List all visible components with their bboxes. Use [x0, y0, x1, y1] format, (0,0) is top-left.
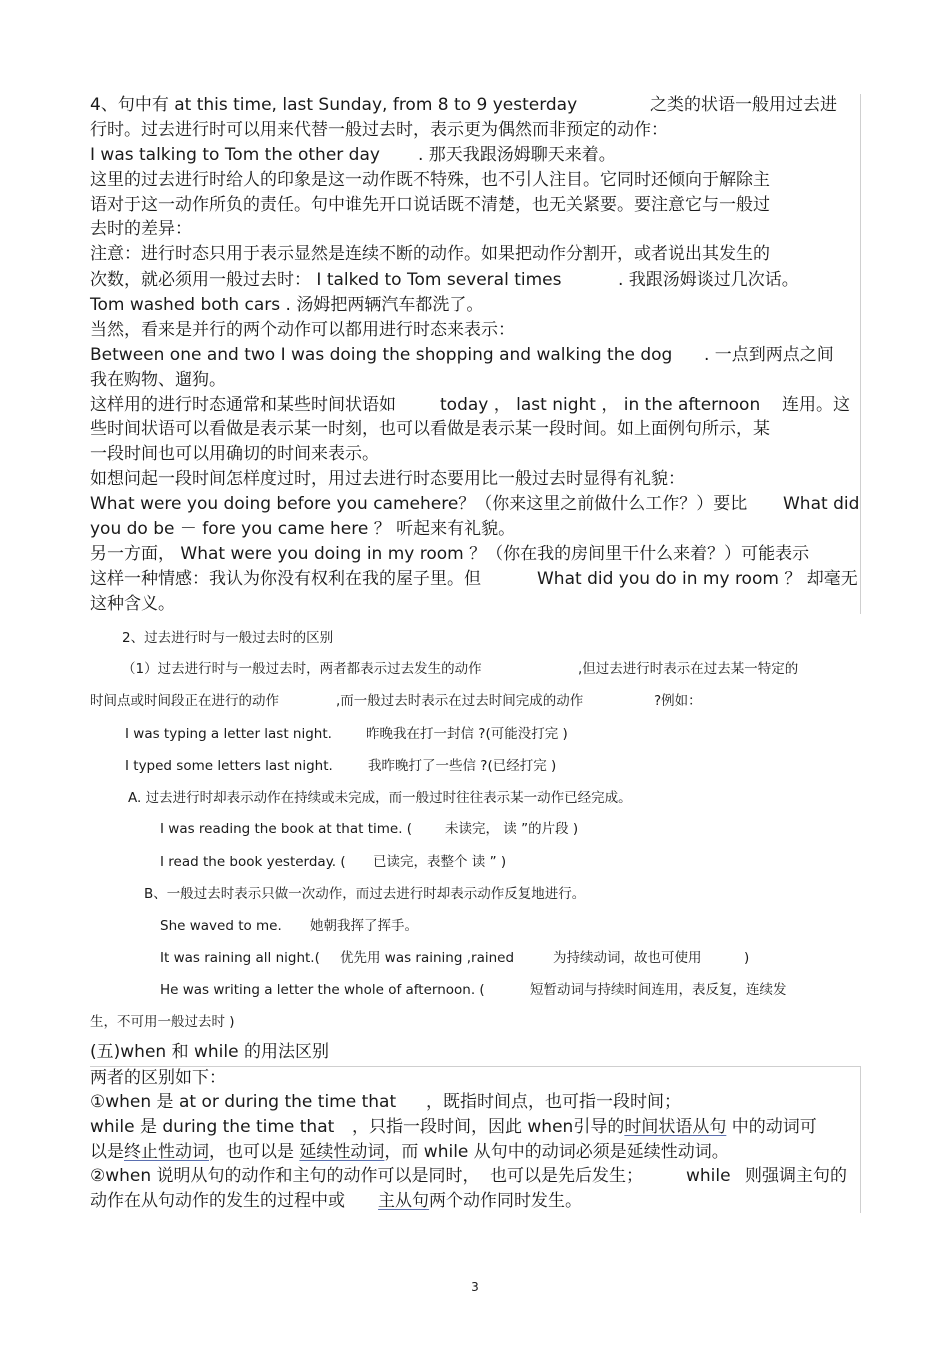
s4-line-17: What were you doing before you camehere？（你来这里之前做什么工作？）要比	[90, 494, 748, 514]
s4-line-1b: 之类的状语一般用过去进	[650, 95, 837, 115]
s2-b-title: B、一般过去时表示只做一次动作，而过去进行时却表示动作反复地进行。	[144, 886, 586, 902]
term-main-sub-clause: 主从句	[378, 1191, 429, 1211]
s4-line-14: 些时间状语可以看做是表示某一时刻，也可以看做是表示某一段时间。如上面例句所示，某	[90, 419, 770, 439]
s4-line-12: 我在购物、遛狗。	[90, 370, 226, 390]
s2-b-ex1a: She waved to me.	[160, 918, 282, 934]
s2-b-ex2b: 优先用 was raining ,rained	[340, 950, 515, 966]
s4-line-3b: . 那天我跟汤姆聊天来着。	[418, 145, 616, 165]
term-time-adverbial-clause: 时间状语从句	[624, 1117, 727, 1137]
s5-line-4: 以是终止性动词，也可以是 延续性动词，而 while 从句中的动词必须是延续性动词。	[90, 1142, 729, 1162]
s5-line-2b: ，既指时间点，也可指一段时间；	[426, 1092, 681, 1112]
s4-line-8: 次数，就必须用一般过去时： I talked to Tom several times	[90, 270, 562, 290]
s4-line-20b: What did you do in my room ？ 却毫无	[537, 569, 858, 589]
s4-line-7: 注意：进行时态只用于表示显然是连续不断的动作。如果把动作分割开，或者说出其发生的	[90, 244, 770, 264]
s4-line-8b: . 我跟汤姆谈过几次话。	[618, 270, 799, 290]
s2-b-ex1b: 她朝我挥了挥手。	[310, 918, 418, 934]
s2-b-ex2d: )	[744, 950, 750, 966]
s4-line-3: I was talking to Tom the other day	[90, 145, 380, 165]
s4-line-21: 这种含义。	[90, 594, 175, 614]
s4-line-15: 一段时间也可以用确切的时间来表示。	[90, 444, 379, 464]
s4-line-9: Tom washed both cars . 汤姆把两辆汽车都洗了。	[90, 295, 484, 315]
s4-line-18: you do be － fore you came here ？ 听起来有礼貌。	[90, 519, 516, 539]
s2-p1b: ,但过去进行时表示在过去某一特定的	[578, 661, 799, 677]
s4-line-19: 另一方面， What were you doing in my room ？（你在我的房间里干什么来着？）可能表示	[90, 544, 810, 564]
s4-line-5: 语对于这一动作所负的责任。句中谁先开口说话既不清楚，也无关紧要。要注意它与一般过	[90, 195, 770, 215]
s2-b-ex2a: It was raining all night.(	[160, 950, 320, 966]
s4-line-17b: What did	[783, 494, 860, 514]
s5-line-6a: 动作在从句动作的发生的过程中或	[90, 1191, 345, 1211]
s4-line-16: 如想问起一段时间怎样度过时，用过去进行时态要用比一般过去时显得有礼貌：	[90, 469, 685, 489]
s5-line-3a: while 是 during the time that	[90, 1117, 335, 1137]
s4-line-6: 去时的差异：	[90, 219, 192, 239]
s2-a-ex2b: 已读完，表整个 读 ” )	[373, 854, 507, 870]
s5-line-6: 主从句两个动作同时发生。	[378, 1191, 582, 1211]
s5-line-5c: while	[686, 1166, 731, 1186]
s4-line-13: 这样用的进行时态通常和某些时间状语如	[90, 395, 396, 415]
s5-line-1: 两者的区别如下：	[90, 1068, 226, 1088]
s2-ex1b: 昨晚我在打一封信 ?(可能没打完 )	[366, 726, 568, 742]
term-terminative-verb: 终止性动词	[124, 1142, 209, 1162]
s4-line-20: 这样一种情感：我认为你没有权利在我的屋子里。但	[90, 569, 481, 589]
s5-title: (五)when 和 while 的用法区别	[90, 1042, 329, 1062]
term-durative-verb: 延续性动词	[299, 1142, 385, 1162]
s2-p2a: 时间点或时间段正在进行的动作	[90, 693, 279, 709]
s2-ex2b: 我昨晚打了一些信 ?(已经打完 )	[368, 758, 557, 774]
s4-line-1: 4、句中有 at this time, last Sunday, from 8 to 9 yesterday	[90, 95, 578, 115]
s2-ex1a: I was typing a letter last night.	[125, 726, 332, 742]
s4-line-4: 这里的过去进行时给人的印象是这一动作既不特殊，也不引人注目。它同时还倾向于解除主	[90, 170, 770, 190]
s5-line-5d: 则强调主句的	[745, 1166, 847, 1186]
s4-line-2: 行时。过去进行时可以用来代替一般过去时，表示更为偶然而非预定的动作：	[90, 120, 668, 140]
s2-title: 2、过去进行时与一般过去时的区别	[122, 630, 334, 646]
s2-b-ex3b: 短暂动词与持续时间连用，表反复，连续发	[530, 982, 787, 998]
s4-line-13c: 连用。这	[782, 395, 850, 415]
s2-b-ex2c: 为持续动词，故也可使用	[553, 950, 702, 966]
s2-a-ex2a: I read the book yesterday. (	[160, 854, 346, 870]
s4-line-10: 当然，看来是并行的两个动作可以都用进行时态来表示：	[90, 320, 515, 340]
s5-line-5a: ②when 说明从句的动作和主句的动作可以是同时，	[90, 1166, 480, 1186]
s4-line-11b: . 一点到两点之间	[704, 345, 834, 365]
s2-a-ex1a: I was reading the book at that time. (	[160, 821, 413, 837]
s5-line-2a: ①when 是 at or during the time that	[90, 1092, 397, 1112]
page-number: 3	[471, 1280, 479, 1294]
s2-p2b: ,而一般过去时表示在过去时间完成的动作	[336, 693, 584, 709]
s5-line-5b: 也可以是先后发生；	[490, 1166, 643, 1186]
s4-line-13b: today ， last night ， in the afternoon	[440, 395, 761, 415]
s2-a-title: A. 过去进行时却表示动作在持续或未完成，而一般过时往往表示某一动作已经完成。	[128, 790, 632, 806]
s2-ex2a: I typed some letters last night.	[125, 758, 333, 774]
s4-line-11: Between one and two I was doing the shopping and walking the dog	[90, 345, 673, 365]
s2-p1a: （1）过去进行时与一般过去时，两者都表示过去发生的动作	[122, 661, 482, 677]
s2-b-ex4: 生，不可用一般过去时 )	[90, 1014, 235, 1030]
s2-a-ex1b: 未读完， 读 ”的片段 )	[445, 821, 579, 837]
s2-b-ex3a: He was writing a letter the whole of afternoon. (	[160, 982, 485, 998]
s5-line-3: ，只指一段时间，因此 when引导的时间状语从句 中的动词可	[352, 1117, 817, 1137]
s2-p2c: ?例如：	[654, 693, 702, 709]
